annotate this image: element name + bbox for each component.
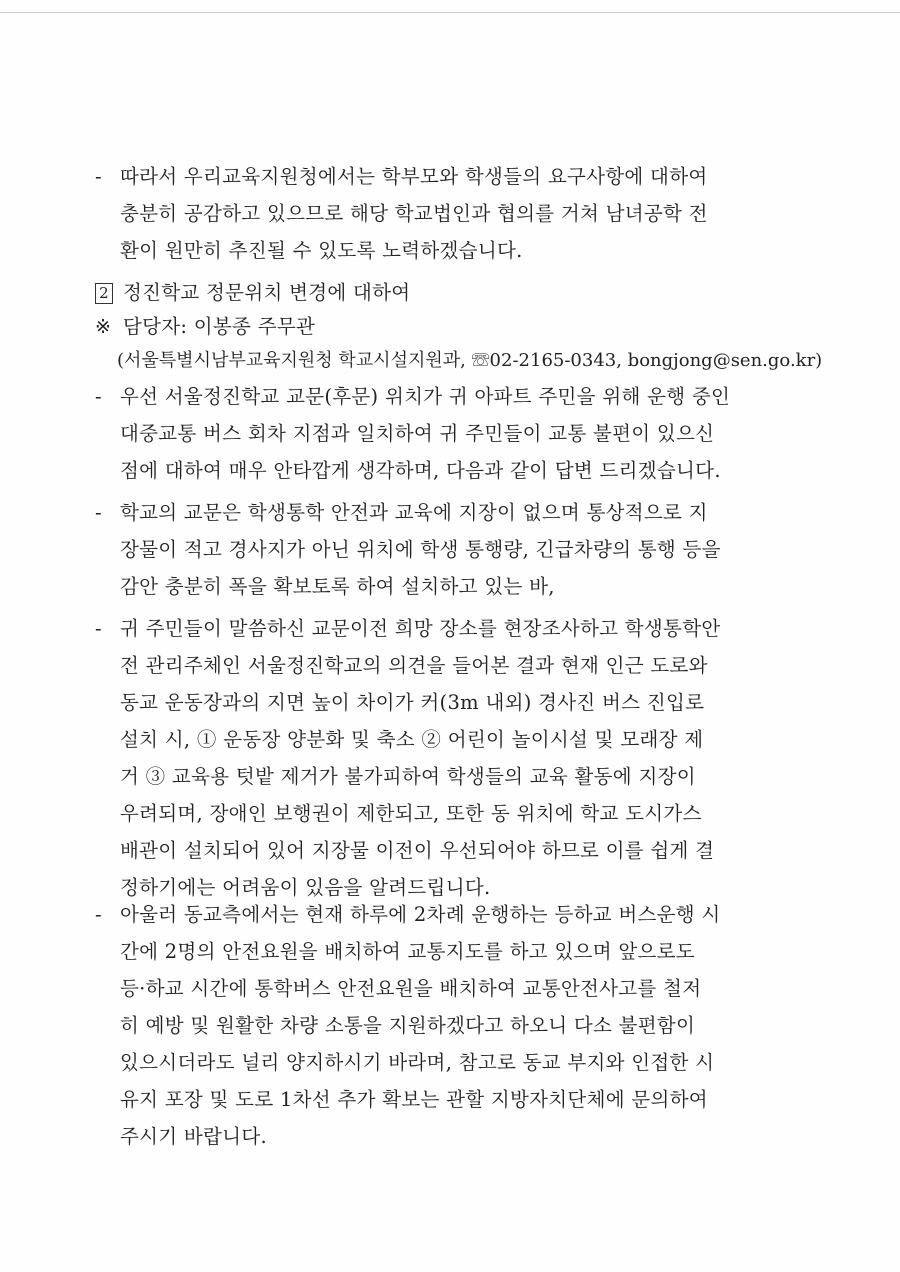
paragraph-gate-location	[95, 378, 820, 489]
paragraph-site-survey	[95, 610, 820, 906]
paragraph-line: 동교 운동장과의 지면 높이 차이가 커(3m 내외) 경사진 버스 진입로	[120, 691, 705, 714]
paragraph-line: 히 예방 및 원활한 차량 소통을 지원하겠다고 하오니 다소 불편함이	[120, 1014, 696, 1037]
paragraph-line: - 학교의 교문은 학생통학 안전과 교육에 지장이 없으며 통상적으로 지	[95, 494, 820, 531]
paragraph-line: 우려되며, 장애인 보행권이 제한되고, 또한 동 위치에 학교 도시가스	[120, 802, 702, 825]
paragraph-line: 정하기에는 어려움이 있음을 알려드립니다.	[120, 876, 491, 899]
contact-label: 담당자: 이봉종 주무관	[123, 315, 316, 338]
paragraph-line: 있으시더라도 널리 양지하시기 바라며, 참고로 동교 부지와 인접한 시	[120, 1051, 715, 1074]
bullet-dash: -	[95, 903, 102, 926]
contact-label-line	[95, 312, 820, 342]
paragraph-line: 간에 2명의 안전요원을 배치하여 교통지도를 하고 있으며 앞으로도	[120, 940, 695, 963]
paragraph-line: 설치 시, ① 운동장 양분화 및 축소 ② 어린이 놀이시설 및 모래장 제	[120, 728, 704, 751]
paragraph-gender-coed	[95, 158, 820, 269]
paragraph-line: 배관이 설치되어 있어 지장물 이전이 우선되어야 하므로 이를 쉽게 결	[120, 839, 715, 862]
bullet-dash: -	[95, 501, 102, 524]
section-heading	[95, 278, 820, 308]
bullet-dash: -	[95, 385, 102, 408]
paragraph-line: 장물이 적고 경사지가 아닌 위치에 학생 통행량, 긴급차량의 통행 등을	[120, 538, 721, 561]
reference-mark: ※	[95, 316, 112, 338]
section-title: 정진학교 정문위치 변경에 대하여	[123, 281, 411, 304]
bullet-dash: -	[95, 617, 102, 640]
bullet-dash: -	[95, 165, 102, 188]
contact-detail: (서울특별시남부교육지원청 학교시설지원과, ☏02-2165-0343, bongjong@sen.go.kr)	[117, 350, 823, 371]
paragraph-line: - 우선 서울정진학교 교문(후문) 위치가 귀 아파트 주민을 위해 운행 중인	[95, 378, 820, 415]
paragraph-line: 유지 포장 및 도로 1차선 추가 확보는 관할 지방자치단체에 문의하여	[120, 1088, 708, 1111]
paragraph-line: - 귀 주민들이 말씀하신 교문이전 희망 장소를 현장조사하고 학생통학안	[95, 610, 820, 647]
paragraph-line: 전 관리주체인 서울정진학교의 의견을 들어본 결과 현재 인근 도로와	[120, 654, 708, 677]
paragraph-line: - 아울러 동교측에서는 현재 하루에 2차례 운행하는 등하교 버스운행 시	[95, 896, 820, 933]
paragraph-line: 충분히 공감하고 있으므로 해당 학교법인과 협의를 거쳐 남녀공학 전	[120, 202, 708, 225]
paragraph-line: 환이 원만히 추진될 수 있도록 노력하겠습니다.	[120, 239, 523, 262]
paragraph-line: 점에 대하여 매우 안타깝게 생각하며, 다음과 같이 답변 드리겠습니다.	[120, 459, 721, 482]
paragraph-line: 주시기 바랍니다.	[120, 1125, 267, 1148]
paragraph-line: 등·하교 시간에 통학버스 안전요원을 배치하여 교통안전사고를 철저	[120, 977, 702, 1000]
paragraph-line: 거 ③ 교육용 텃밭 제거가 불가피하여 학생들의 교육 활동에 지장이	[120, 765, 696, 788]
paragraph-line: - 따라서 우리교육지원청에서는 학부모와 학생들의 요구사항에 대하여	[95, 158, 820, 195]
paragraph-safety-staff	[95, 896, 820, 1155]
paragraph-gate-principle	[95, 494, 820, 605]
paragraph-line: 대중교통 버스 회차 지점과 일치하여 귀 주민들이 교통 불편이 있으신	[120, 422, 715, 445]
section-number-box: 2	[95, 283, 113, 304]
paragraph-line: 감안 충분히 폭을 확보토록 하여 설치하고 있는 바,	[120, 575, 555, 598]
scan-edge-line	[0, 12, 900, 13]
